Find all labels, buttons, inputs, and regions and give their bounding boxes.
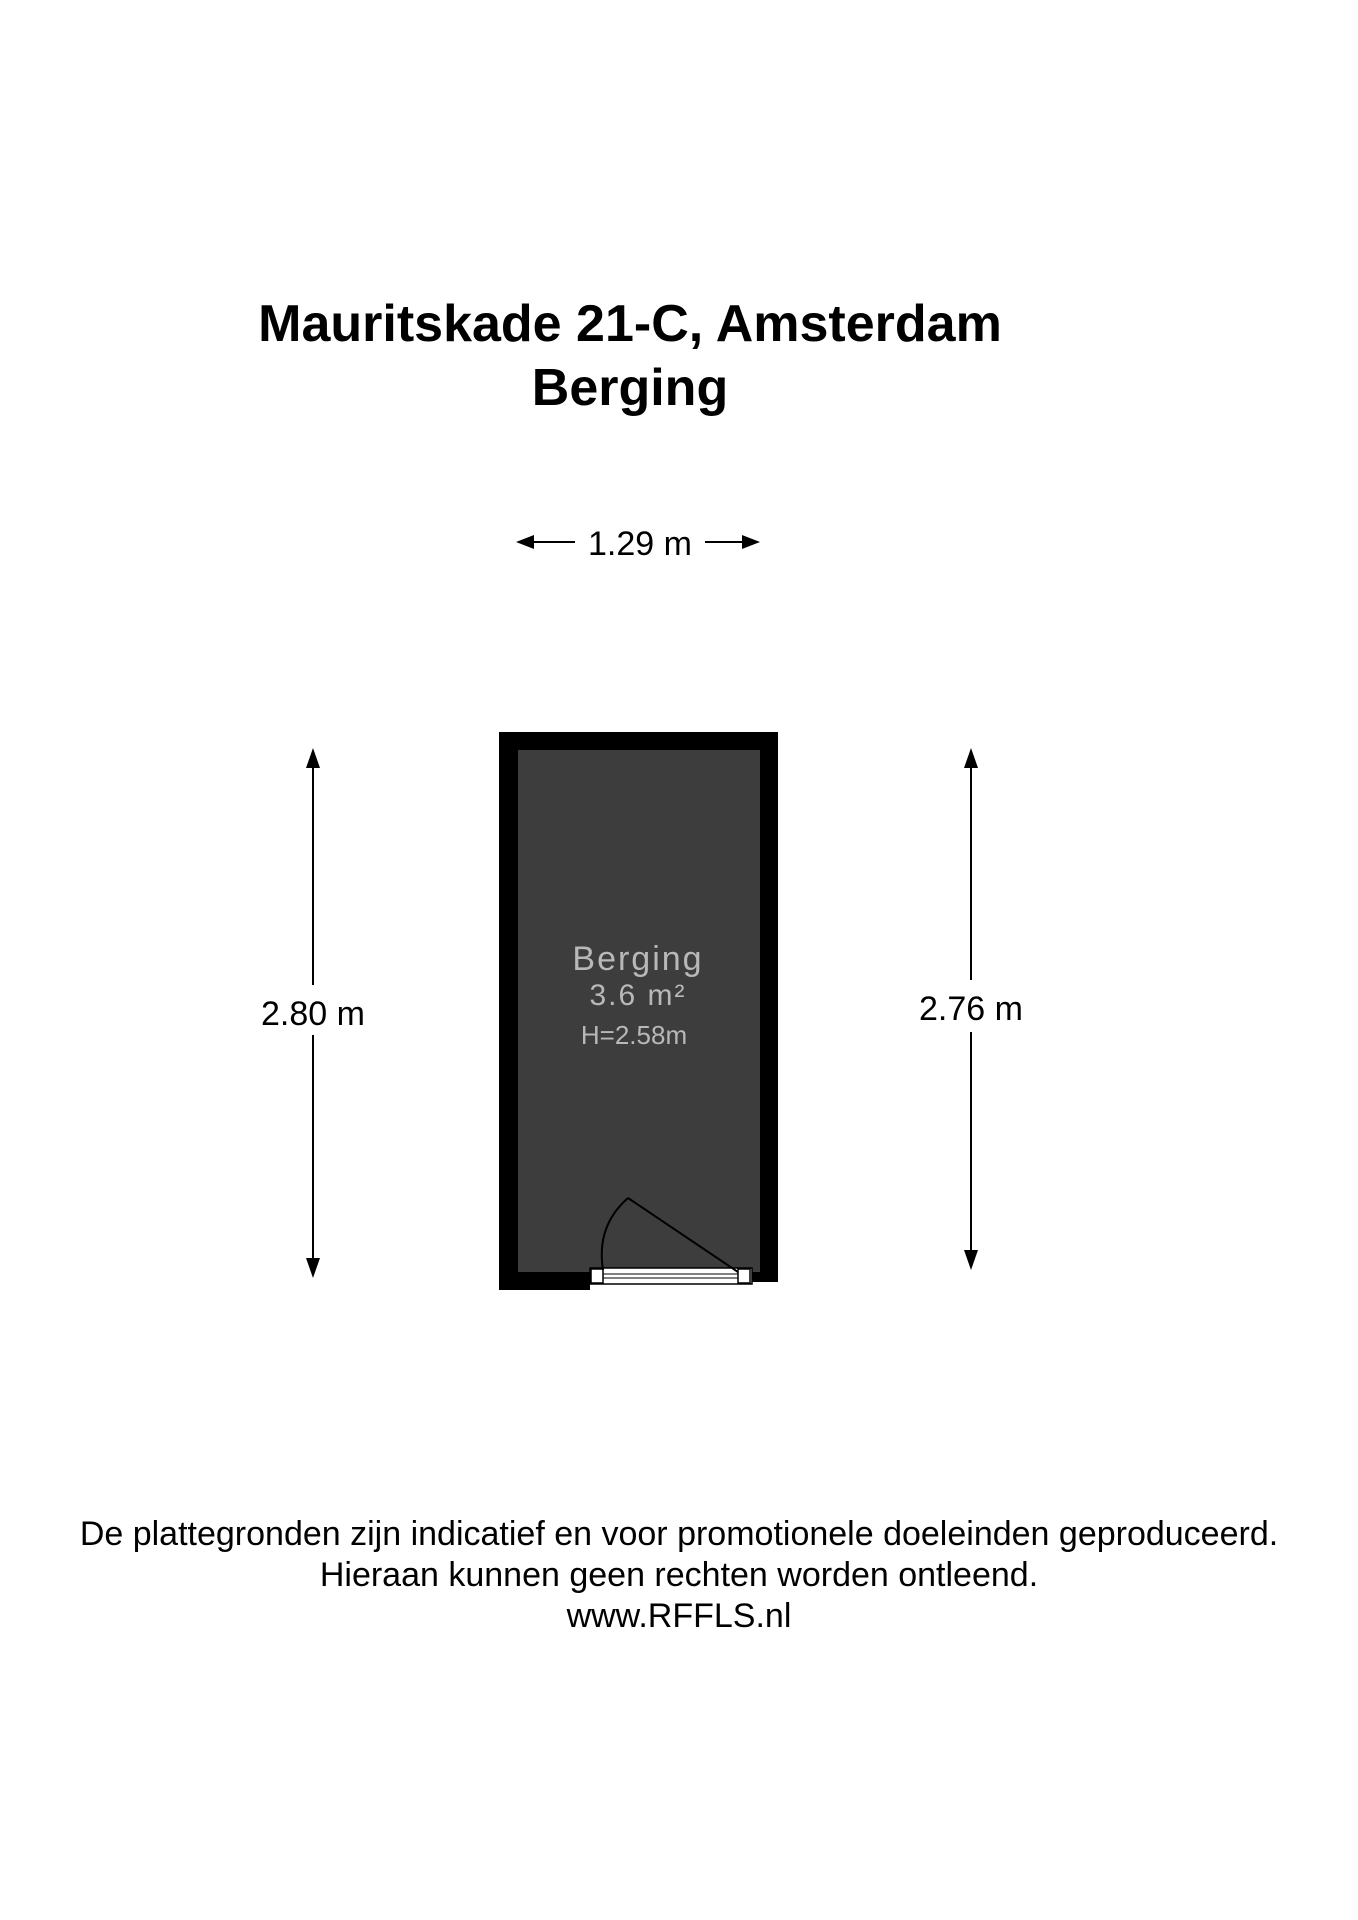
arrow-right-icon xyxy=(742,535,760,549)
disclaimer-line-2: Hieraan kunnen geen rechten worden ontleend. xyxy=(319,1556,1039,1594)
left-height-label: 2.80 m xyxy=(261,995,365,1033)
room-name-label: Berging xyxy=(572,940,704,978)
width-dimension-label: 1.29 m xyxy=(588,525,692,563)
width-dimension xyxy=(516,525,760,563)
plan-title-address: Mauritskade 21-C, Amsterdam xyxy=(258,295,1002,353)
arrow-up-icon xyxy=(964,748,978,768)
arrow-up-icon xyxy=(306,748,320,768)
plan-title-floor: Berging xyxy=(531,359,729,417)
room-area-label: 3.6 m² xyxy=(589,979,687,1012)
website-link[interactable]: www.RFFLS.nl xyxy=(566,1597,792,1635)
disclaimer-line-1: De plattegronden zijn indicatief en voor promotionele doeleinden geproduceerd. xyxy=(79,1515,1279,1553)
left-height-dimension xyxy=(261,748,365,1278)
room-berging xyxy=(499,732,778,1290)
arrow-down-icon xyxy=(306,1258,320,1278)
arrow-down-icon xyxy=(964,1250,978,1270)
room-ceiling-height-label: H=2.58m xyxy=(580,1020,688,1050)
arrow-left-icon xyxy=(516,535,534,549)
right-height-label: 2.76 m xyxy=(919,990,1023,1028)
right-height-dimension xyxy=(919,748,1023,1270)
